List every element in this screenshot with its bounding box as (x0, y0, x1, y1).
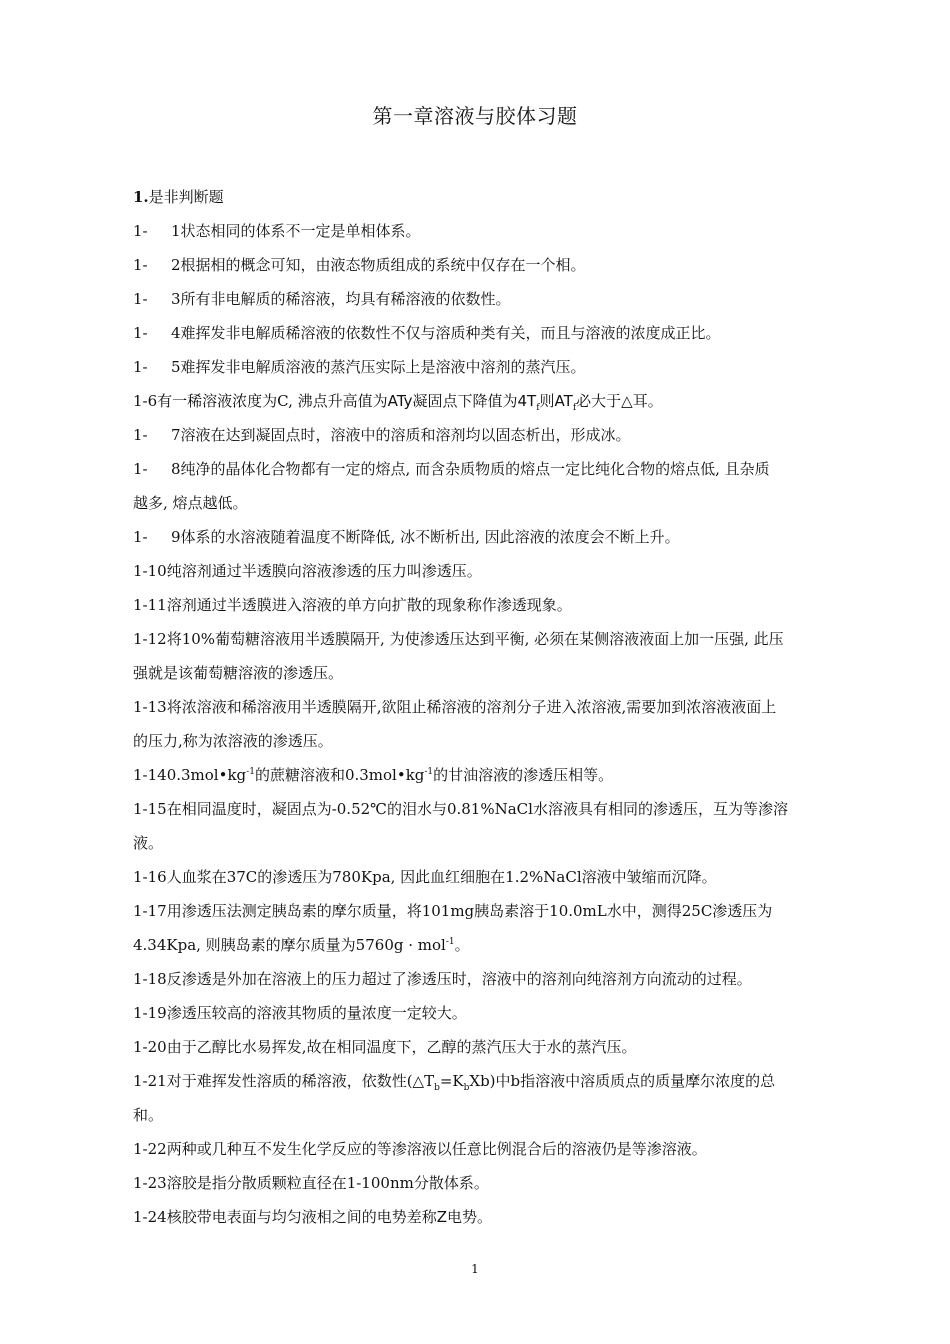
question-1-17: 1-17用渗透压法测定胰岛素的摩尔质量，将101mg胰岛素溶于10.0mL水中，测得25C渗透压为 (133, 902, 773, 920)
question-1-12: 1-12将10%葡萄糖溶液用半透膜隔开, 为使渗透压达到平衡, 必须在某侧溶液液面上加一压强, 此压 (133, 630, 784, 648)
question-1-9 (133, 520, 859, 554)
section-heading (133, 180, 859, 214)
question-number: 1- (133, 426, 148, 444)
question-text: 。 (454, 936, 470, 954)
page-title: 第一章溶液与胶体习题 (372, 104, 578, 128)
question-1-15: 1-15在相同温度时，凝固点为-0.52℃的泪水与0.81%NaCl水溶液具有相同的渗透压，互为等渗溶 (133, 800, 788, 818)
question-number: 1- (133, 528, 148, 546)
question-1-6 (133, 384, 859, 418)
question-1-8 (133, 452, 859, 486)
question-1-23: 1-23溶胶是指分散质颗粒直径在1-100nm分散体系。 (133, 1174, 489, 1192)
question-1-2 (133, 248, 859, 282)
question-list (133, 180, 859, 1234)
question-1-8-cont (133, 486, 859, 520)
question-1-21 (133, 1064, 859, 1098)
question-1-7 (133, 418, 859, 452)
question-text: 则 (539, 392, 555, 410)
question-text: 必大于△耳。 (576, 392, 663, 410)
question-1-21-cont: 和。 (133, 1106, 164, 1124)
question-text: 3所有非电解质的稀溶液，均具有稀溶液的依数性。 (171, 290, 511, 308)
question-text: 凝固点下降值为 (412, 392, 518, 410)
question-number: 1- (133, 324, 148, 342)
question-text: Xb)中b指溶液中溶质质点的质量摩尔浓度的总 (469, 1072, 776, 1090)
subscript: f (536, 403, 540, 413)
question-text: =K (439, 1072, 464, 1090)
question-1-3 (133, 282, 859, 316)
question-text: 7溶液在达到凝固点时，溶液中的溶质和溶剂均以固态析出，形成冰。 (171, 426, 631, 444)
question-number: 1- (133, 358, 148, 376)
question-1-12-cont: 强就是该葡萄糖溶液的渗透压。 (133, 664, 344, 682)
section-heading-text: 是非判断题 (148, 188, 224, 206)
question-text: 的甘油溶液的渗透压相等。 (433, 766, 614, 784)
question-number: 1- (133, 222, 148, 240)
question-1-15-cont: 液。 (133, 834, 164, 852)
symbol-AT: AT (554, 392, 573, 410)
question-text: 电势。 (446, 1208, 492, 1226)
question-text: 越多, 熔点越低。 (133, 494, 248, 512)
question-number: 1- (133, 290, 148, 308)
question-1-18: 1-18反渗透是外加在溶液上的压力超过了渗透压时，溶液中的溶剂向纯溶剂方向流动的过程。 (133, 970, 752, 988)
question-number: 1- (133, 256, 148, 274)
question-text: 1-21对于难挥发性溶质的稀溶液，依数性(△T (133, 1072, 435, 1090)
question-1-22: 1-22两种或几种互不发生化学反应的等渗溶液以任意比例混合后的溶液仍是等渗溶液。 (133, 1140, 707, 1158)
subscript: b (463, 1083, 470, 1093)
question-text: 1状态相同的体系不一定是单相体系。 (171, 222, 421, 240)
symbol-ATy: ATy (387, 392, 413, 410)
question-1-1 (133, 214, 859, 248)
question-1-14 (133, 758, 859, 792)
question-text: 4难挥发非电解质稀溶液的依数性不仅与溶质种类有关，而且与溶液的浓度成正比。 (171, 324, 721, 342)
question-text: 1-24核胶带电表面与均匀液相之间的电势差称 (133, 1208, 437, 1226)
question-1-4 (133, 316, 859, 350)
question-1-5 (133, 350, 859, 384)
subscript: b (434, 1083, 440, 1093)
question-1-17-cont (133, 928, 859, 962)
superscript: -1 (445, 937, 455, 947)
question-1-13: 1-13将浓溶液和稀溶液用半透膜隔开,欲阻止稀溶液的溶剂分子进入浓溶液,需要加到浓溶液液面上 (133, 698, 777, 716)
question-1-20: 1-20由于乙醇比水易挥发,故在相同温度下，乙醇的蒸汽压大于水的蒸汽压。 (133, 1038, 637, 1056)
question-text: 1-6有一稀溶液浓度为C, 沸点升高值为 (133, 392, 388, 410)
superscript: -1 (424, 767, 434, 777)
section-number: 1. (133, 188, 149, 206)
question-text: 9体系的水溶液随着温度不断降低, 冰不断析出, 因此溶液的浓度会不断上升。 (171, 528, 680, 546)
question-text: 5难挥发非电解质溶液的蒸汽压实际上是溶液中溶剂的蒸汽压。 (171, 358, 586, 376)
question-1-16: 1-16人血浆在37C的渗透压为780Kpa, 因此血红细胞在1.2%NaCl溶液中皱缩而沉降。 (133, 868, 717, 886)
subscript: f (572, 403, 577, 413)
question-1-19: 1-19渗透压较高的溶液其物质的量浓度一定较大。 (133, 1004, 467, 1022)
question-text: 的蔗糖溶液和0.3mol•kg (254, 766, 425, 784)
page-number: 1 (471, 1262, 479, 1276)
superscript: -1 (246, 767, 255, 777)
symbol-4T: 4T (517, 392, 537, 410)
question-text: 2根据相的概念可知，由液态物质组成的系统中仅存在一个相。 (171, 256, 586, 274)
question-number: 1- (133, 460, 148, 478)
question-text: 4.34Kpa, 则胰岛素的摩尔质量为5760g · mol (133, 936, 446, 954)
question-1-10: 1-10纯溶剂通过半透膜向溶液渗透的压力叫渗透压。 (133, 562, 482, 580)
question-text: 8纯净的晶体化合物都有一定的熔点, 而含杂质物质的熔点一定比纯化合物的熔点低, 且杂质 (171, 460, 770, 478)
symbol-zeta: Z (436, 1208, 447, 1226)
question-1-24 (133, 1200, 859, 1234)
question-1-13-cont: 的压力,称为浓溶液的渗透压。 (133, 732, 333, 750)
question-text: 1-140.3mol•kg (133, 766, 247, 784)
question-1-11: 1-11溶剂通过半透膜进入溶液的单方向扩散的现象称作渗透现象。 (133, 596, 572, 614)
